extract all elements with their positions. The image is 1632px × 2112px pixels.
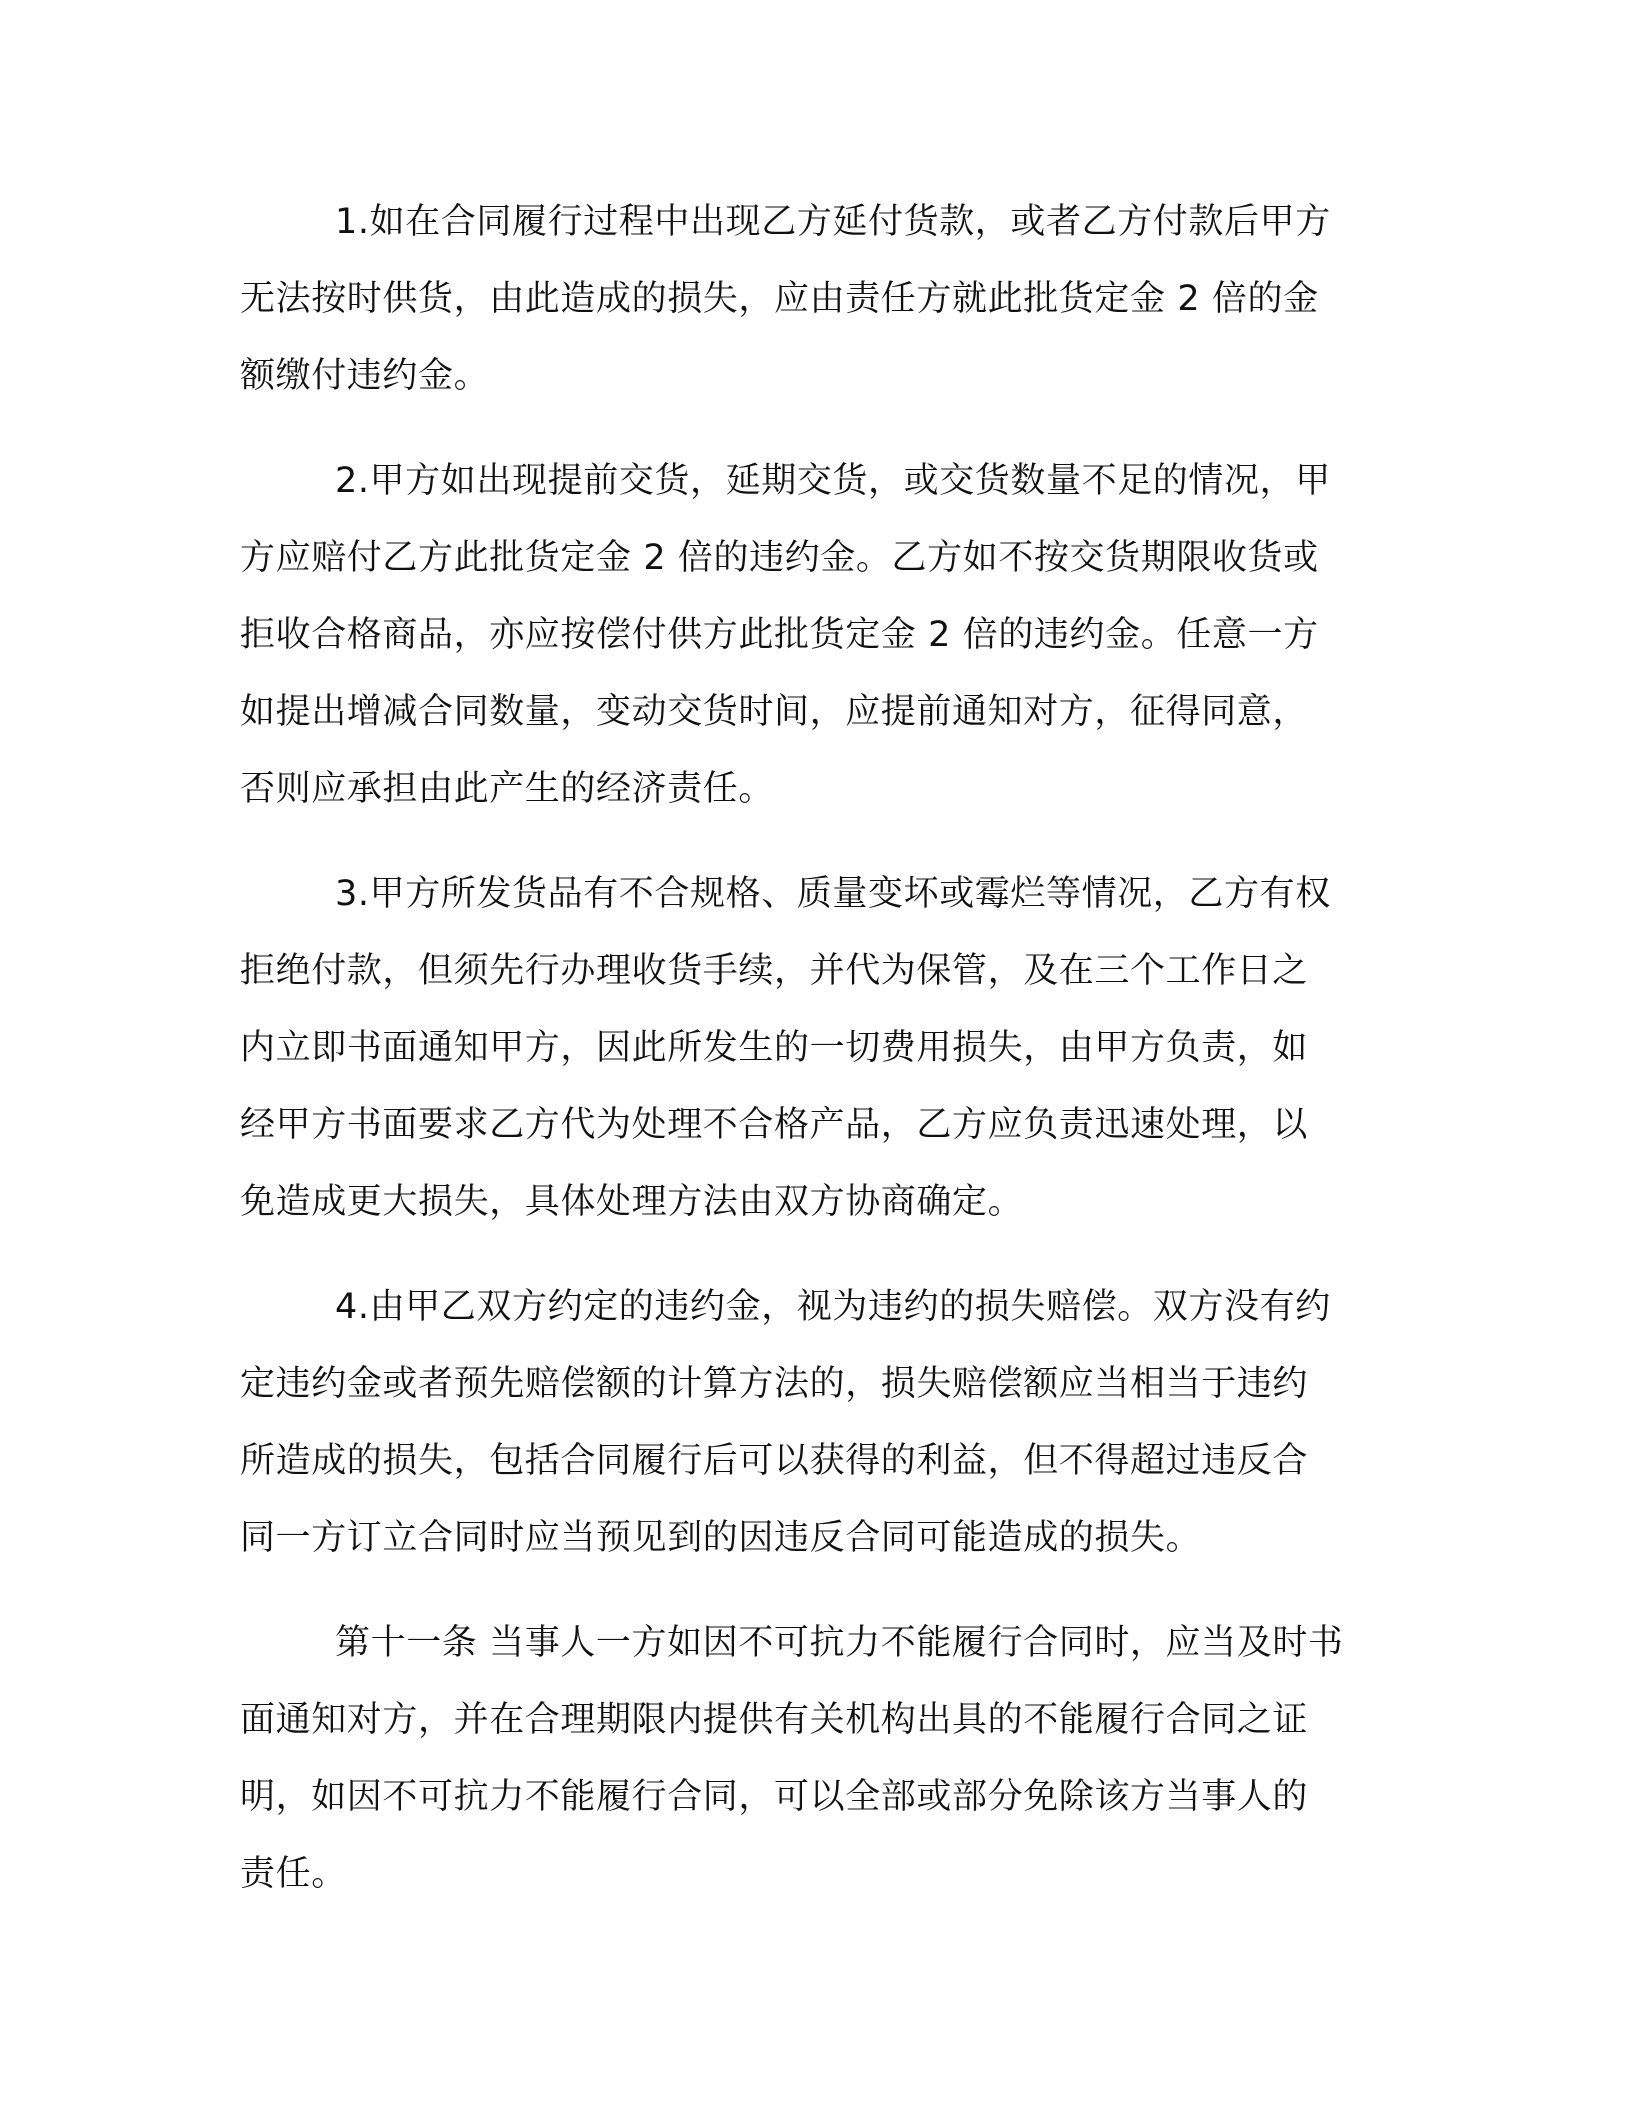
text-line: 面通知对方，并在合理期限内提供有关机构出具的不能履行合同之证	[240, 1700, 1309, 1740]
document-body	[240, 184, 1376, 1941]
text-line: 明，如因不可抗力不能履行合同，可以全部或部分免除该方当事人的	[240, 1777, 1309, 1817]
paragraph-clause-2	[240, 443, 1376, 828]
text-line: 免造成更大损失，具体处理方法由双方协商确定。	[240, 1182, 1024, 1222]
paragraph-clause-4	[240, 1269, 1376, 1577]
paragraph-clause-1	[240, 184, 1376, 415]
text-line: 第十一条 当事人一方如因不可抗力不能履行合同时，应当及时书	[335, 1623, 1344, 1663]
text-line: 3.甲方所发货品有不合规格、质量变坏或霉烂等情况，乙方有权	[335, 874, 1331, 914]
paragraph-clause-3	[240, 856, 1376, 1241]
text-line: 拒绝付款，但须先行办理收货手续，并代为保管，及在三个工作日之	[240, 951, 1309, 991]
text-line: 定违约金或者预先赔偿额的计算方法的，损失赔偿额应当相当于违约	[240, 1364, 1309, 1404]
text-line: 额缴付违约金。	[240, 356, 490, 396]
text-line: 1.如在合同履行过程中出现乙方延付货款，或者乙方付款后甲方	[335, 202, 1331, 242]
text-line: 如提出增减合同数量，变动交货时间，应提前通知对方，征得同意，	[240, 692, 1309, 732]
text-line: 无法按时供货，由此造成的损失，应由责任方就此批货定金 2 倍的金	[240, 279, 1319, 319]
text-line: 否则应承担由此产生的经济责任。	[240, 769, 775, 809]
text-line: 拒收合格商品，亦应按偿付供方此批货定金 2 倍的违约金。任意一方	[240, 615, 1319, 655]
text-line: 方应赔付乙方此批货定金 2 倍的违约金。乙方如不按交货期限收货或	[240, 538, 1319, 578]
text-line: 2.甲方如出现提前交货，延期交货，或交货数量不足的情况，甲	[335, 461, 1331, 501]
text-line: 同一方订立合同时应当预见到的因违反合同可能造成的损失。	[240, 1518, 1202, 1558]
text-line: 内立即书面通知甲方，因此所发生的一切费用损失，由甲方负责，如	[240, 1028, 1309, 1068]
text-line: 所造成的损失，包括合同履行后可以获得的利益，但不得超过违反合	[240, 1441, 1309, 1481]
text-line: 责任。	[240, 1854, 347, 1894]
paragraph-article-11	[240, 1605, 1376, 1913]
text-line: 4.由甲乙双方约定的违约金，视为违约的损失赔偿。双方没有约	[335, 1287, 1331, 1327]
text-line: 经甲方书面要求乙方代为处理不合格产品，乙方应负责迅速处理，以	[240, 1105, 1309, 1145]
